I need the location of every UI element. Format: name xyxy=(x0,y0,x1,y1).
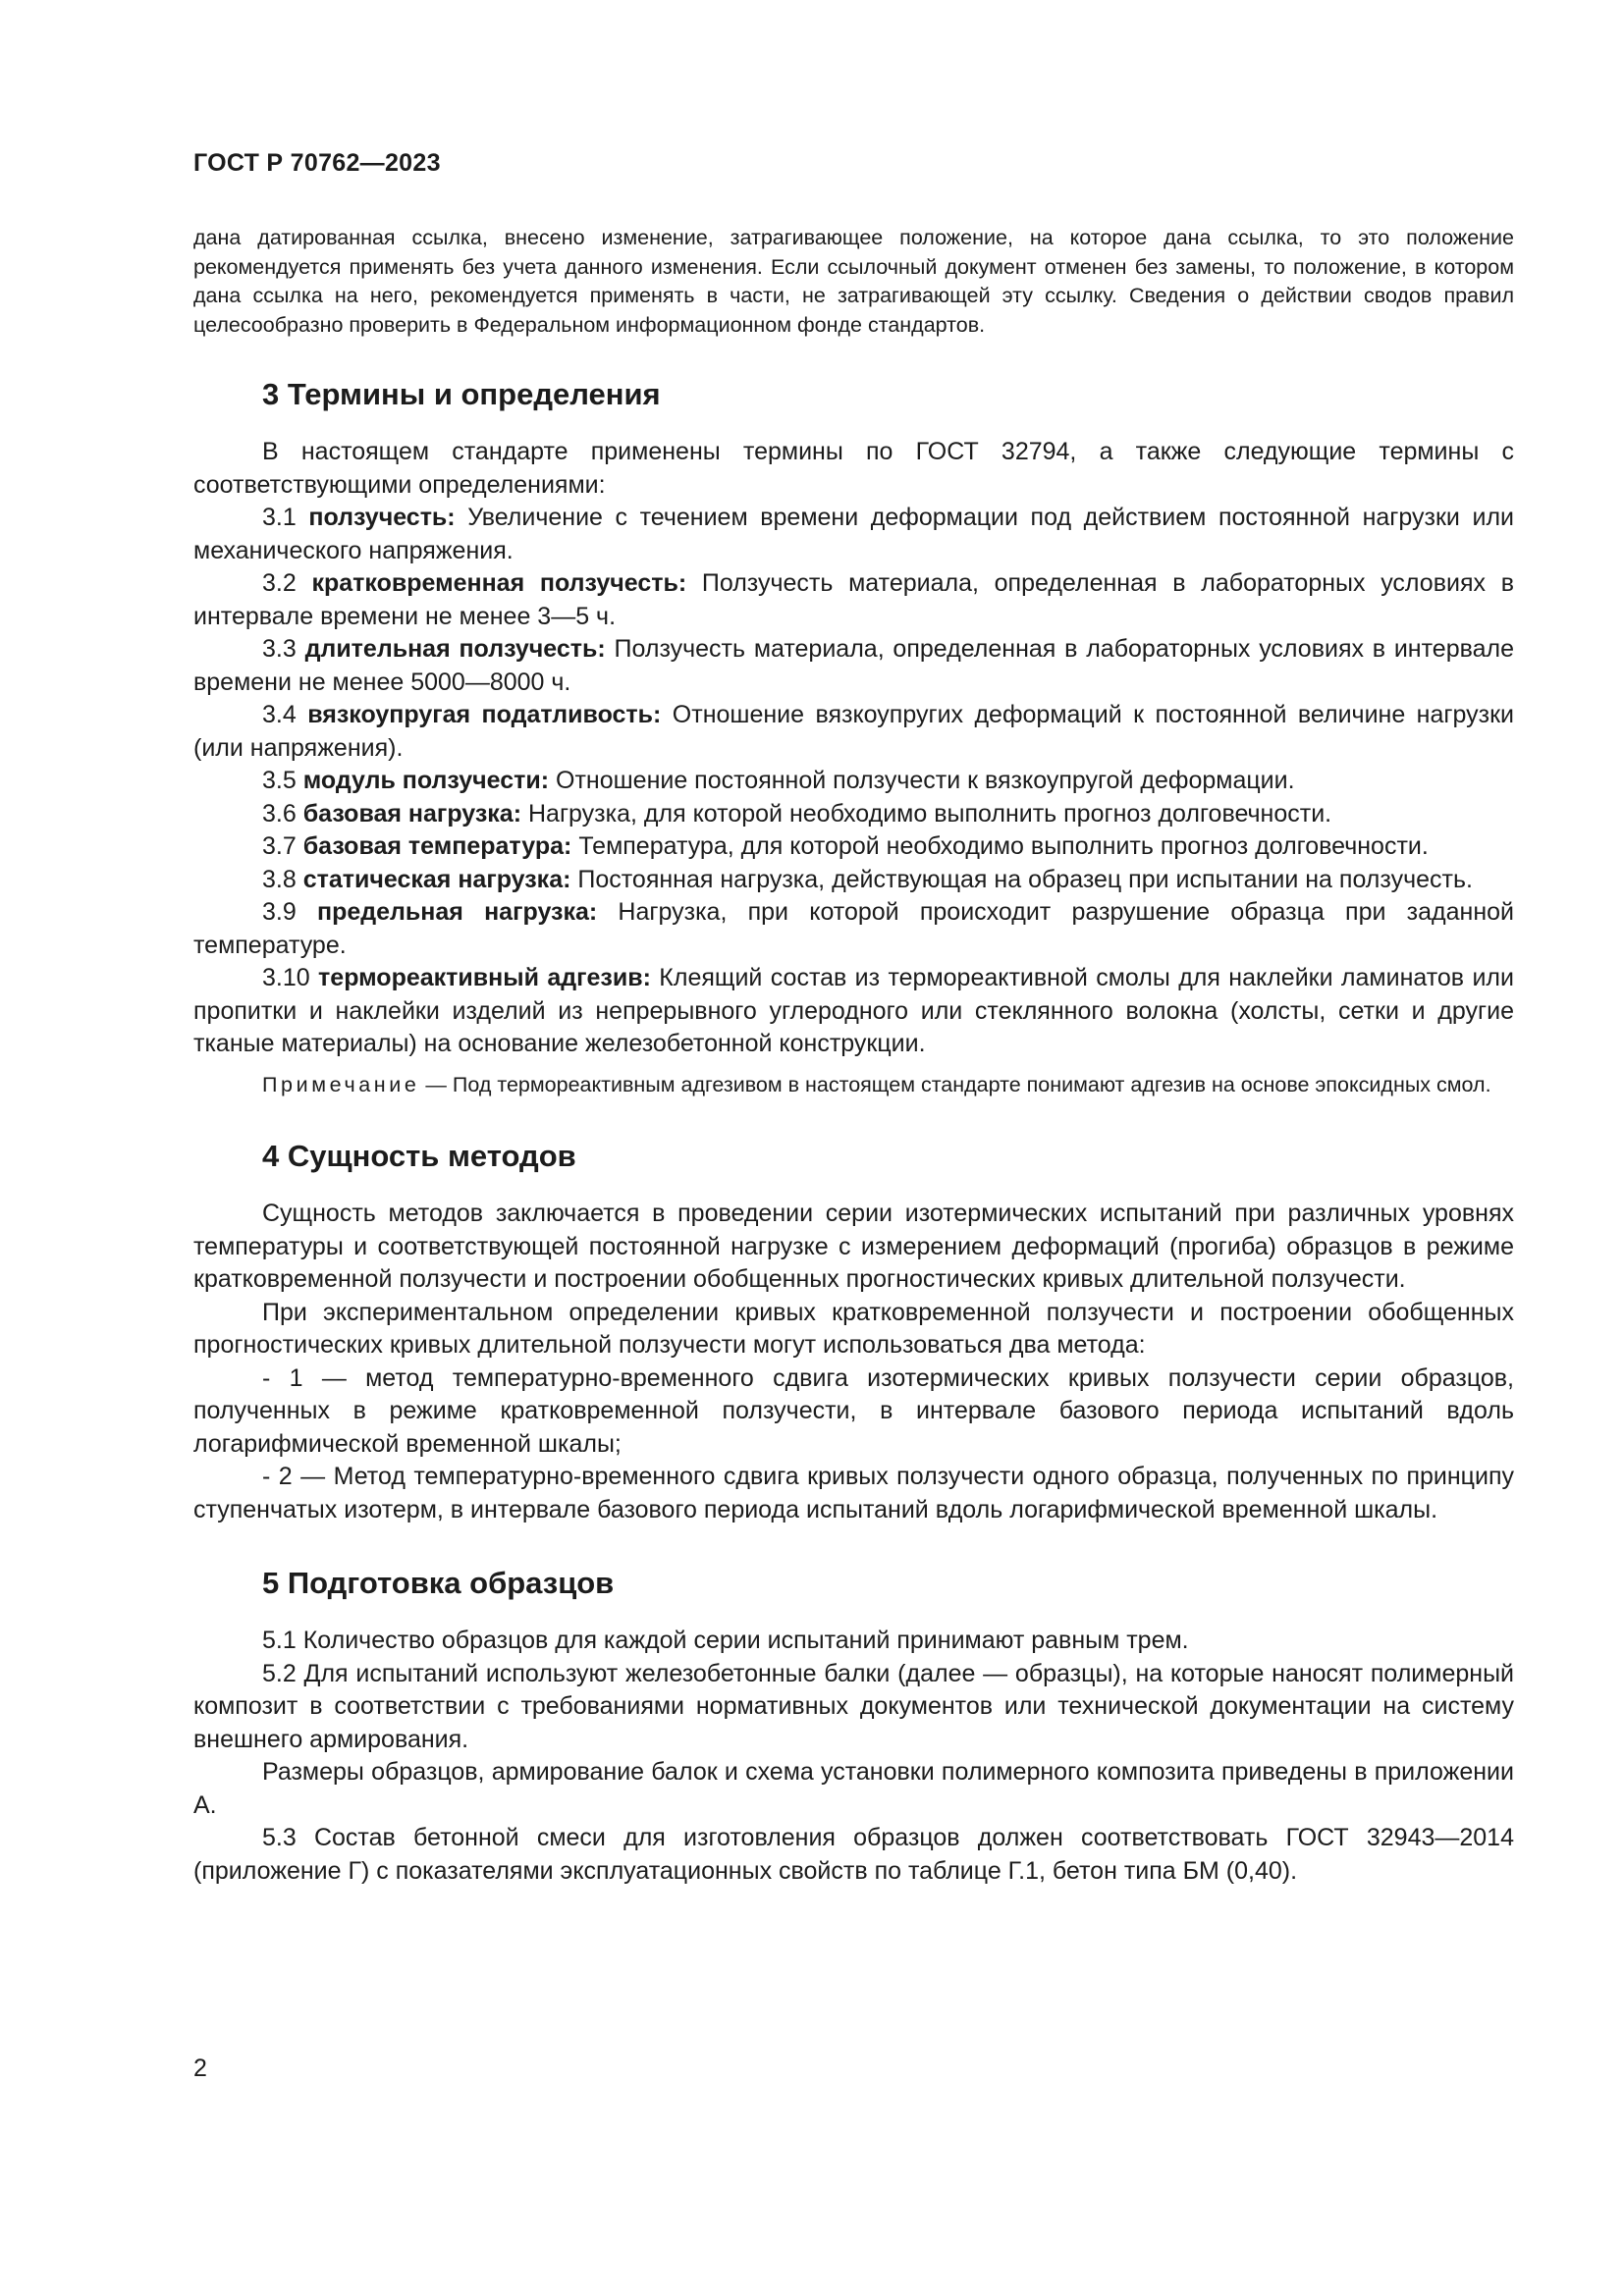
term-name: предельная нагрузка: xyxy=(316,898,598,926)
section-4-title: 4 Сущность методов xyxy=(262,1139,576,1173)
term-name: ползучесть: xyxy=(308,504,456,531)
term-number: 3.2 xyxy=(262,569,297,597)
section-4-method-item: - 1 — метод температурно-временного сдвига изотермических кривых ползучести серии образцов, полученных в режиме кратковременной ползучести, в интервале базового периода испытаний вдоль логарифмической временной шкалы; xyxy=(193,1363,1514,1458)
term-definition: Нагрузка, при которой происходит разрушение образца при заданной температуре. xyxy=(193,898,1515,959)
term-item xyxy=(193,962,1514,1061)
term-item xyxy=(193,896,1514,962)
term-definition: Клеящий состав из термореактивной смолы для наклейки ламинатов или пропитки и наклейки изделий из непрерывного углеродного или стеклянного волокна (холсты, сетки и другие тканые материалы) на основание железобетонной конструкции. xyxy=(193,964,1514,1057)
terms-list xyxy=(193,502,1514,1061)
term-item xyxy=(193,699,1514,765)
term-number: 3.5 xyxy=(262,767,297,794)
term-number: 3.7 xyxy=(262,832,297,860)
page-number: 2 xyxy=(193,2055,207,2082)
document-header: ГОСТ Р 70762—2023 xyxy=(193,149,441,177)
term-name: модуль ползучести: xyxy=(302,767,550,794)
note-text: — Под термореактивным адгезивом в настоящем стандарте понимают адгезив на основе эпоксидных смол. xyxy=(419,1072,1491,1096)
term-name: базовая температура: xyxy=(302,832,572,860)
section-4-paragraph: При экспериментальном определении кривых кратковременной ползучести и построении обобщенных прогностических кривых длительной ползучести могут использоваться два метода: xyxy=(193,1298,1514,1359)
term-number: 3.10 xyxy=(262,964,310,991)
term-item xyxy=(193,830,1514,864)
section-4-paragraph: Сущность методов заключается в проведении серии изотермических испытаний при различных уровнях температуры и соответствующей постоянной нагрузке с измерением деформаций (прогиба) образцов в режиме кратковременной ползучести и построении обобщенных прогностических кривых длительной ползучести. xyxy=(193,1200,1514,1293)
term-number: 3.3 xyxy=(262,635,297,663)
term-number: 3.1 xyxy=(262,504,297,531)
term-item xyxy=(193,633,1514,699)
note-label: Примечание xyxy=(262,1072,420,1096)
term-definition: Нагрузка, для которой необходимо выполнить прогноз долговечности. xyxy=(527,799,1332,828)
term-definition: Постоянная нагрузка, действующая на образец при испытании на ползучесть. xyxy=(577,865,1473,893)
term-item xyxy=(193,864,1514,897)
note xyxy=(193,1071,1514,1100)
section-5-paragraph: 5.2 Для испытаний используют железобетонные балки (далее — образцы), на которые наносят полимерный композит в соответствии с требованиями нормативных документов или технической документации на систему внешнего армирования. xyxy=(193,1659,1514,1753)
term-definition: Увеличение с течением времени деформации под действием постоянной нагрузки или механического напряжения. xyxy=(193,504,1514,564)
term-definition: Отношение постоянной ползучести к вязкоупругой деформации. xyxy=(556,767,1295,794)
intro-paragraph: дана датированная ссылка, внесено изменение, затрагивающее положение, на которое дана ссылка, то это положение рекомендуется применять без учета данного изменения. Если ссылочный документ отменен без замены, то положение, в котором дана ссылка на него, рекомендуется применять в части, не затрагивающей эту ссылку. Сведения о действии сводов правил целесообразно проверить в Федеральном информационном фонде стандартов. xyxy=(193,226,1514,337)
section-3-title: 3 Термины и определения xyxy=(262,377,661,411)
term-name: базовая нагрузка: xyxy=(302,799,522,828)
section-5-paragraph: 5.3 Состав бетонной смеси для изготовления образцов должен соответствовать ГОСТ 32943—2014 (приложение Г) с показателями эксплуатационных свойств по таблице Г.1, бетон типа БМ (0,40). xyxy=(193,1824,1514,1885)
term-definition: Отношение вязкоупругих деформаций к постоянной величине нагрузки (или напряжения). xyxy=(193,701,1514,762)
term-item xyxy=(193,502,1514,567)
term-number: 3.6 xyxy=(262,799,297,828)
term-item xyxy=(193,567,1514,633)
term-name: вязкоупругая податливость: xyxy=(307,701,662,728)
term-name: статическая нагрузка: xyxy=(302,865,571,893)
section-5-paragraph: Размеры образцов, армирование балок и схема установки полимерного композита приведены в приложении А. xyxy=(193,1758,1514,1819)
term-definition: Температура, для которой необходимо выполнить прогноз долговечности. xyxy=(578,832,1429,860)
term-number: 3.8 xyxy=(262,865,297,893)
term-definition: Ползучесть материала, определенная в лабораторных условиях в интервале времени не менее 5000—8000 ч. xyxy=(193,635,1514,696)
term-definition: Ползучесть материала, определенная в лабораторных условиях в интервале времени не менее 3—5 ч. xyxy=(193,569,1514,630)
page-content xyxy=(193,224,1514,1888)
term-item xyxy=(193,765,1514,798)
term-name: длительная ползучесть: xyxy=(304,635,606,663)
term-item xyxy=(193,798,1514,831)
term-name: термореактивный адгезив: xyxy=(318,964,651,991)
term-number: 3.9 xyxy=(262,898,297,926)
section-4-method-item: - 2 — Метод температурно-временного сдвига кривых ползучести одного образца, полученных по принципу ступенчатых изотерм, в интервале базового периода испытаний вдоль логарифмической временной шкалы. xyxy=(193,1463,1514,1523)
section-5-paragraph: 5.1 Количество образцов для каждой серии испытаний принимают равным трем. xyxy=(262,1627,1189,1654)
section-5-title: 5 Подготовка образцов xyxy=(262,1566,615,1600)
section-3-intro: В настоящем стандарте применены термины по ГОСТ 32794, а также следующие термины с соответствующими определениями: xyxy=(193,438,1514,499)
term-number: 3.4 xyxy=(262,701,297,728)
term-name: кратковременная ползучесть: xyxy=(311,569,687,597)
